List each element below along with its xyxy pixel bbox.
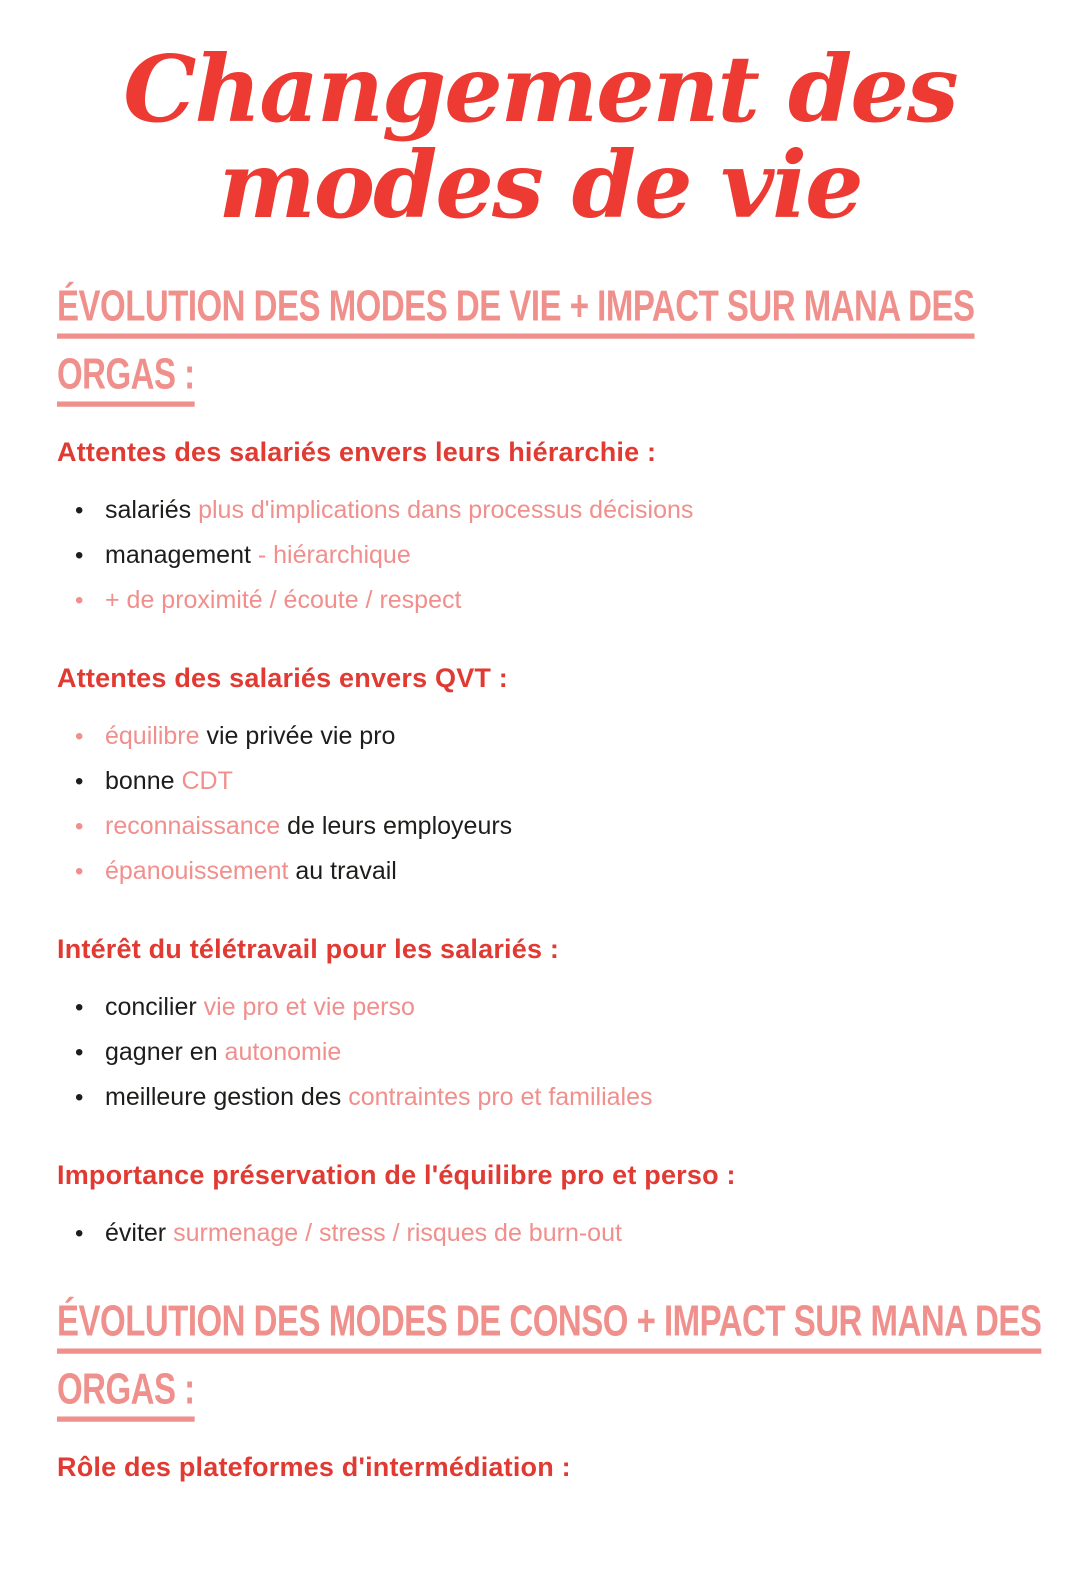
list-item [75,985,1023,1030]
text-segment: équilibre [105,722,207,751]
section-modes-de-vie [57,281,1023,1256]
text-segment: contraintes pro et familiales [348,1083,653,1112]
subheading-attentes-qvt: Attentes des salariés envers QVT : [57,663,508,694]
page-title-line1: Changement des [123,35,957,143]
list-item [75,714,1023,759]
text-segment: plus d'implications dans processus décisions [198,496,694,525]
text-segment: concilier [105,993,204,1022]
text-segment: + de proximité / écoute / respect [105,586,462,615]
list-item [75,1075,1023,1120]
list-item [75,488,1023,533]
text-segment: - hiérarchique [257,541,411,570]
text-segment: éviter [105,1219,174,1248]
page-title-line2: modes de vie [218,130,862,239]
heading-line-wrap [57,1296,1042,1345]
text-segment: management [105,541,258,570]
section-heading-line2: ORGAS : [57,1364,195,1413]
subheading-attentes-hierarchie: Attentes des salariés envers leurs hiérarchie : [57,437,657,468]
subheading-importance-equilibre: Importance préservation de l'équilibre pro et perso : [57,1160,736,1191]
heading-line-wrap [57,281,1023,330]
section-modes-de-conso [57,1296,1042,1483]
list-item [75,578,1023,623]
bullet-list-interet-teletravail [57,985,1023,1120]
list-item [75,533,1023,578]
text-segment: reconnaissance [105,812,288,841]
section-heading-line1: ÉVOLUTION DES MODES DE CONSO + IMPACT SUR MANA DES [57,1296,1042,1345]
text-segment: bonne [105,767,182,796]
page-title [57,35,1023,239]
text-segment: de leurs employeurs [287,812,513,841]
subheading-interet-teletravail: Intérêt du télétravail pour les salariés : [57,934,560,965]
list-item [75,1030,1023,1075]
text-segment: vie pro et vie perso [203,993,415,1022]
list-item [75,759,1023,804]
text-segment: gagner en [105,1038,225,1067]
list-item [75,849,1023,894]
section-heading-modes-de-vie [57,281,1023,398]
text-segment: salariés [105,496,199,525]
text-segment: vie privée vie pro [206,722,396,751]
section-heading-line2: ORGAS : [57,349,195,398]
bullet-list-attentes-hierarchie [57,488,1023,623]
bullet-list-importance-equilibre [57,1211,1023,1256]
list-item [75,804,1023,849]
bullet-list-attentes-qvt [57,714,1023,894]
section-heading-line1: ÉVOLUTION DES MODES DE VIE + IMPACT SUR MANA DES [57,281,975,330]
text-segment: au travail [295,857,397,886]
text-segment: CDT [181,767,233,796]
text-segment: meilleure gestion des [105,1083,349,1112]
subheading-role-plateformes: Rôle des plateformes d'intermédiation : [57,1452,571,1483]
text-segment: autonomie [224,1038,342,1067]
text-segment: surmenage / stress / risques de burn-out [173,1219,622,1248]
heading-line-wrap [57,1364,1023,1413]
text-segment: épanouissement [105,857,296,886]
heading-line-wrap [57,349,1023,398]
list-item [75,1211,1023,1256]
section-heading-modes-de-conso [57,1296,1042,1413]
